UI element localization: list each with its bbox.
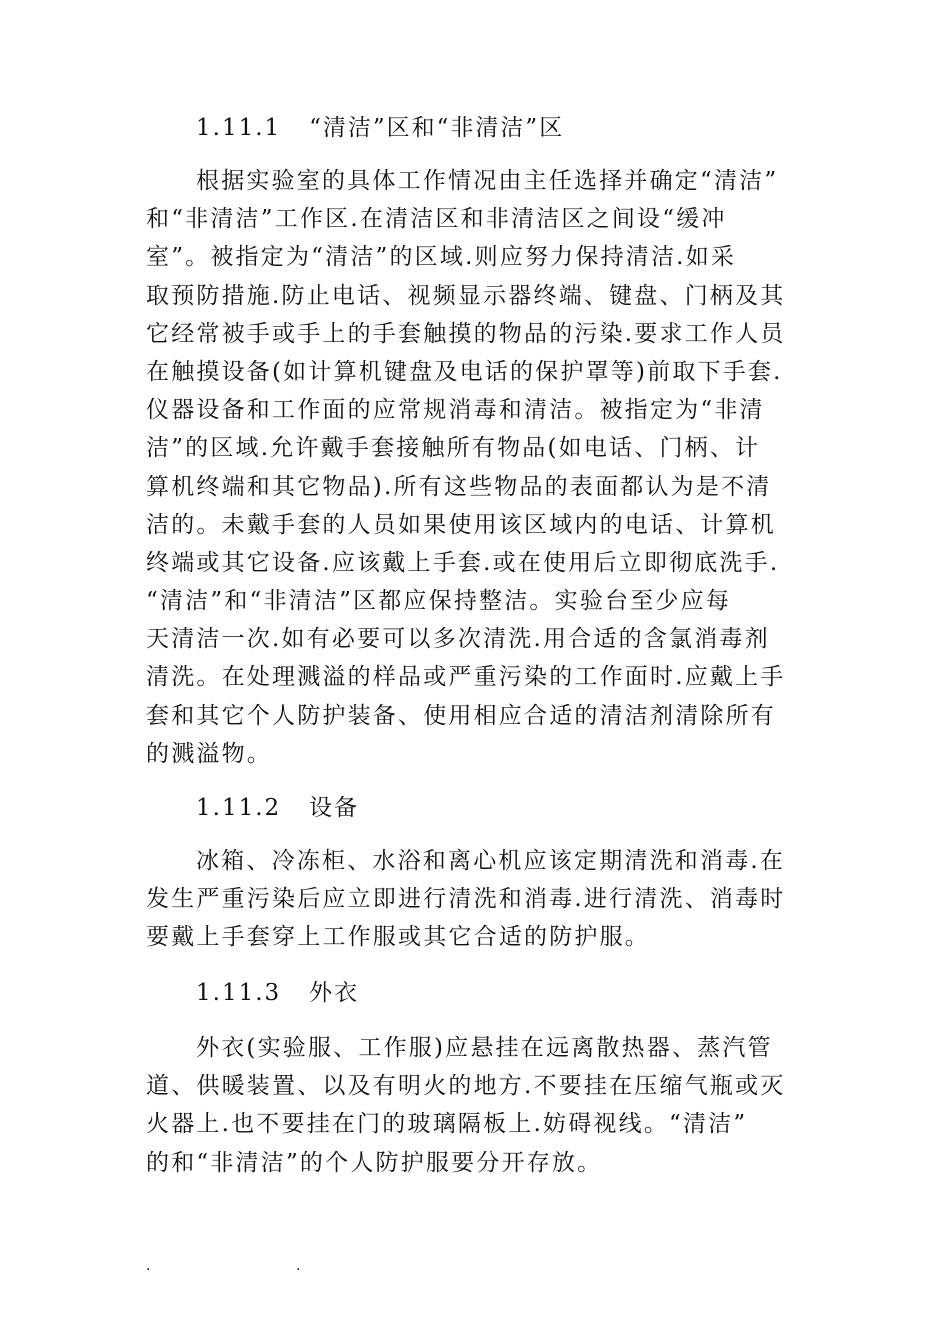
paragraph-line: 的和“非清洁”的个人防护服要分开存放。: [146, 1149, 603, 1176]
section-number: 1.11.1: [196, 115, 282, 141]
section-body-1-11-2: [146, 842, 806, 957]
paragraph-line: 洁”的区域.允许戴手套接触所有物品(如电话、门柄、计: [146, 435, 761, 462]
paragraph-line: 洁的。未戴手套的人员如果使用该区域内的电话、计算机: [146, 511, 776, 538]
paragraph-line: 算机终端和其它物品).所有这些物品的表面都认为是不清: [146, 473, 772, 500]
paragraph-line: 天清洁一次.如有必要可以多次清洗.用合适的含氯消毒剂: [146, 626, 770, 653]
section-heading-1-11-1: [196, 110, 564, 146]
paragraph-line: 清洗。在处理溅溢的样品或严重污染的工作面时.应戴上手: [146, 664, 786, 691]
footer-dot-left: .: [146, 1258, 151, 1274]
paragraph-line: 道、供暖装置、以及有明火的地方.不要挂在压缩气瓶或灭: [146, 1073, 786, 1100]
paragraph-line: 取预防措施.防止电话、视频显示器终端、键盘、门柄及其: [146, 282, 786, 309]
paragraph-line: 在触摸设备(如计算机键盘及电话的保护罩等)前取下手套.: [146, 358, 783, 385]
paragraph-line: 终端或其它设备.应该戴上手套.或在使用后立即彻底洗手.: [146, 549, 780, 576]
paragraph-line: 和“非清洁”工作区.在清洁区和非清洁区之间设“缓冲: [146, 206, 727, 233]
section-number: 1.11.3: [196, 980, 282, 1006]
paragraph-line: 火器上.也不要挂在门的玻璃隔板上.妨碍视线。“清洁”: [146, 1111, 748, 1138]
section-title: 外衣: [309, 980, 360, 1006]
section-body-1-11-3: [146, 1029, 806, 1182]
paragraph-line: 发生严重污染后应立即进行清洗和消毒.进行清洗、消毒时: [146, 886, 786, 913]
section-body-1-11-1: [146, 162, 806, 773]
section-heading-1-11-2: [196, 790, 359, 826]
paragraph-line: 它经常被手或手上的手套触摸的物品的污染.要求工作人员: [146, 320, 786, 347]
section-heading-1-11-3: [196, 975, 359, 1011]
section-title: 设备: [309, 795, 360, 821]
section-number: 1.11.2: [196, 795, 282, 821]
paragraph-line: 要戴上手套穿上工作服或其它合适的防护服。: [146, 924, 650, 951]
paragraph-line: 根据实验室的具体工作情况由主任选择并确定“清洁”: [196, 168, 779, 194]
paragraph-line: 室”。被指定为“清洁”的区域.则应努力保持清洁.如采: [146, 244, 737, 271]
section-title: “清洁”区和“非清洁”区: [309, 115, 565, 141]
footer-dot-right: .: [296, 1258, 301, 1274]
paragraph-line: “清洁”和“非清洁”区都应保持整洁。实验台至少应每: [146, 588, 732, 615]
paragraph-line: 外衣(实验服、工作服)应悬挂在远离散热器、蒸汽管: [196, 1035, 773, 1061]
paragraph-line: 的溅溢物。: [146, 740, 272, 767]
paragraph-line: 冰箱、冷冻柜、水浴和离心机应该定期清洗和消毒.在: [196, 848, 786, 874]
paragraph-line: 套和其它个人防护装备、使用相应合适的清洁剂清除所有: [146, 702, 776, 729]
paragraph-line: 仪器设备和工作面的应常规消毒和清洁。被指定为“非清: [146, 397, 765, 424]
